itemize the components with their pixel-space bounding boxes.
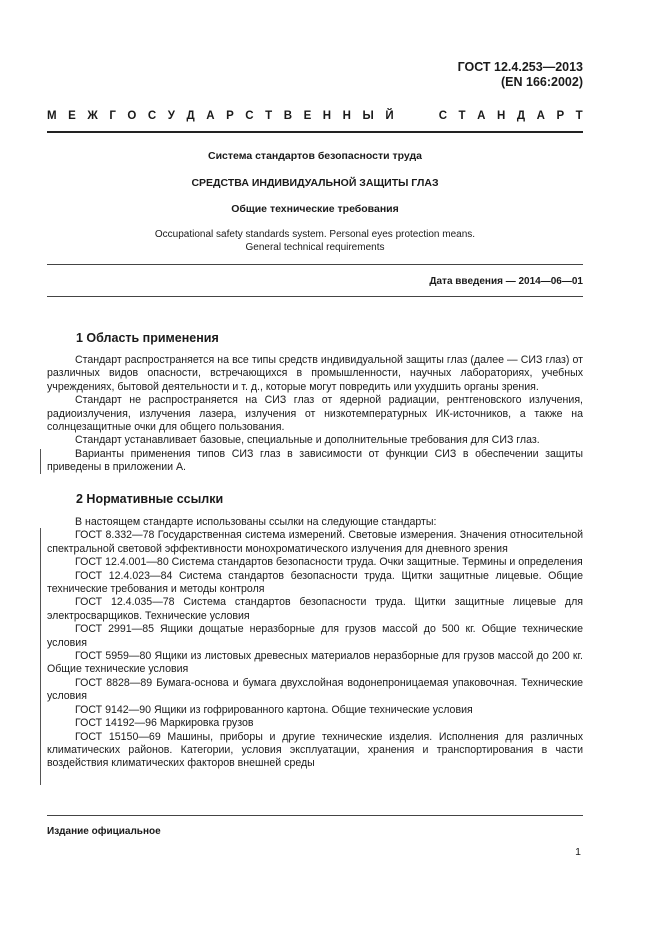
reference-item: ГОСТ 12.4.023—84 Система стандартов безопасности труда. Щитки защитные лицевые. Общие технические требования и методы контроля — [47, 569, 583, 596]
paragraph: Стандарт распространяется на все типы средств индивидуальной защиты глаз (далее — СИЗ глаз) от различных видов опасности, встречающихся в промышленности, научных лабораториях, учебных учреждениях, бытовой деятельности и т. д., которые могут повредить или ухудшить органы зрения. — [47, 354, 583, 393]
section-2-heading: 2 Нормативные ссылки — [76, 492, 224, 506]
banner-gap — [405, 110, 427, 122]
banner-letter: М — [47, 110, 57, 122]
revision-marker — [40, 528, 41, 785]
banner-letter: У — [167, 110, 175, 122]
banner-letter: Т — [265, 110, 273, 122]
banner-letter: А — [536, 110, 545, 122]
banner-letter: Д — [186, 110, 195, 122]
banner-letter: Д — [516, 110, 526, 122]
reference-item: ГОСТ 15150—69 Машины, приборы и другие технические изделия. Исполнения для различных климатических районов. Категории, условия эксплуатации, хранения и транспортирования в части воздействия климатических факторов внешней среды — [47, 730, 583, 770]
banner-letter: Е — [68, 110, 76, 122]
banner-letter: А — [477, 110, 486, 122]
banner-letter: Ж — [87, 110, 98, 122]
banner-letter: Т — [458, 110, 466, 122]
standard-number — [458, 60, 583, 90]
reference-item: ГОСТ 12.4.001—80 Система стандартов безопасности труда. Очки защитные. Термины и определения — [75, 556, 583, 569]
reference-item: ГОСТ 2991—85 Ящики дощатые неразборные для грузов массой до 500 кг. Общие технические условия — [47, 623, 583, 649]
reference-item: ГОСТ 14192—96 Маркировка грузов — [75, 717, 254, 730]
banner-letter: С — [438, 110, 447, 122]
subtitle: Общие технические требования — [231, 203, 399, 215]
reference-item: ГОСТ 12.4.035—78 Система стандартов безопасности труда. Щитки защитные лицевые для электросварщиков. Технические условия — [47, 596, 583, 622]
date-rule — [47, 296, 583, 297]
paragraph: Стандарт устанавливает базовые, специальные и дополнительные требования для СИЗ глаз. — [75, 434, 540, 447]
banner-letter: Й — [385, 110, 394, 122]
reference-item: ГОСТ 5959—80 Ящики из листовых древесных материалов неразборные для грузов массой до 200 кг. Общие технические условия — [47, 650, 583, 676]
banner-letter: Р — [226, 110, 234, 122]
banner-letter: Н — [342, 110, 351, 122]
banner-letter: Т — [575, 110, 583, 122]
main-title: СРЕДСТВА ИНДИВИДУАЛЬНОЙ ЗАЩИТЫ ГЛАЗ — [191, 177, 439, 189]
banner-letter: В — [283, 110, 293, 122]
introduction-date: Дата введения — 2014—06—01 — [429, 276, 583, 287]
header-rule — [47, 131, 583, 133]
paragraph: Стандарт не распространяется на СИЗ глаз от ядерной радиации, рентгеновского излучения, радиоизлучения, излучения лазера, излучения от низкотемпературных ИК-источников, а также на солнцезащитные очки для общего пользования. — [47, 394, 583, 434]
banner-letter: О — [127, 110, 137, 122]
banner-letter: Ы — [362, 110, 374, 122]
paragraph: В настоящем стандарте использованы ссылки на следующие стандарты: — [75, 516, 437, 528]
revision-marker — [40, 449, 41, 474]
banner-letter: Н — [496, 110, 506, 122]
standard-number-title: ГОСТ 12.4.253—2013 — [457, 60, 583, 74]
banner-letter: Е — [303, 110, 312, 122]
banner-letter: А — [206, 110, 215, 122]
page-number: 1 — [575, 846, 581, 858]
en-reference: (EN 166:2002) — [501, 75, 583, 89]
reference-item: ГОСТ 8828—89 Бумага-основа и бумага двухслойная водонепроницаемая упаковочная. Технические условия — [47, 676, 583, 703]
reference-item: ГОСТ 9142—90 Ящики из гофрированного картона. Общие технические условия — [75, 703, 473, 716]
banner-letter: Н — [322, 110, 332, 122]
section-1-body — [47, 354, 583, 475]
title-rule — [47, 264, 583, 265]
english-title-line1: Occupational safety standards system. Personal eyes protection means. — [154, 229, 476, 240]
interstate-standard-banner — [47, 110, 583, 122]
official-edition-label: Издание официальное — [47, 826, 161, 837]
banner-letter: Р — [556, 110, 565, 122]
section-2-body — [47, 516, 583, 771]
section-1-heading: 1 Область применения — [76, 331, 219, 345]
reference-item: ГОСТ 8.332—78 Государственная система измерений. Световые измерения. Значения относительной спектральной световой эффективности монохроматического излучения для дневного зрения — [47, 529, 583, 555]
footer-rule — [47, 815, 583, 816]
paragraph: Варианты применения типов СИЗ глаз в зависимости от функции СИЗ в обеспечении защиты приведены в приложении А. — [47, 447, 583, 474]
banner-letter: С — [245, 110, 254, 122]
english-title-line2: General technical requirements — [245, 241, 385, 253]
system-title: Система стандартов безопасности труда — [207, 150, 423, 162]
banner-letter: С — [147, 110, 157, 122]
english-title — [47, 229, 583, 254]
banner-letter: Г — [109, 110, 116, 122]
